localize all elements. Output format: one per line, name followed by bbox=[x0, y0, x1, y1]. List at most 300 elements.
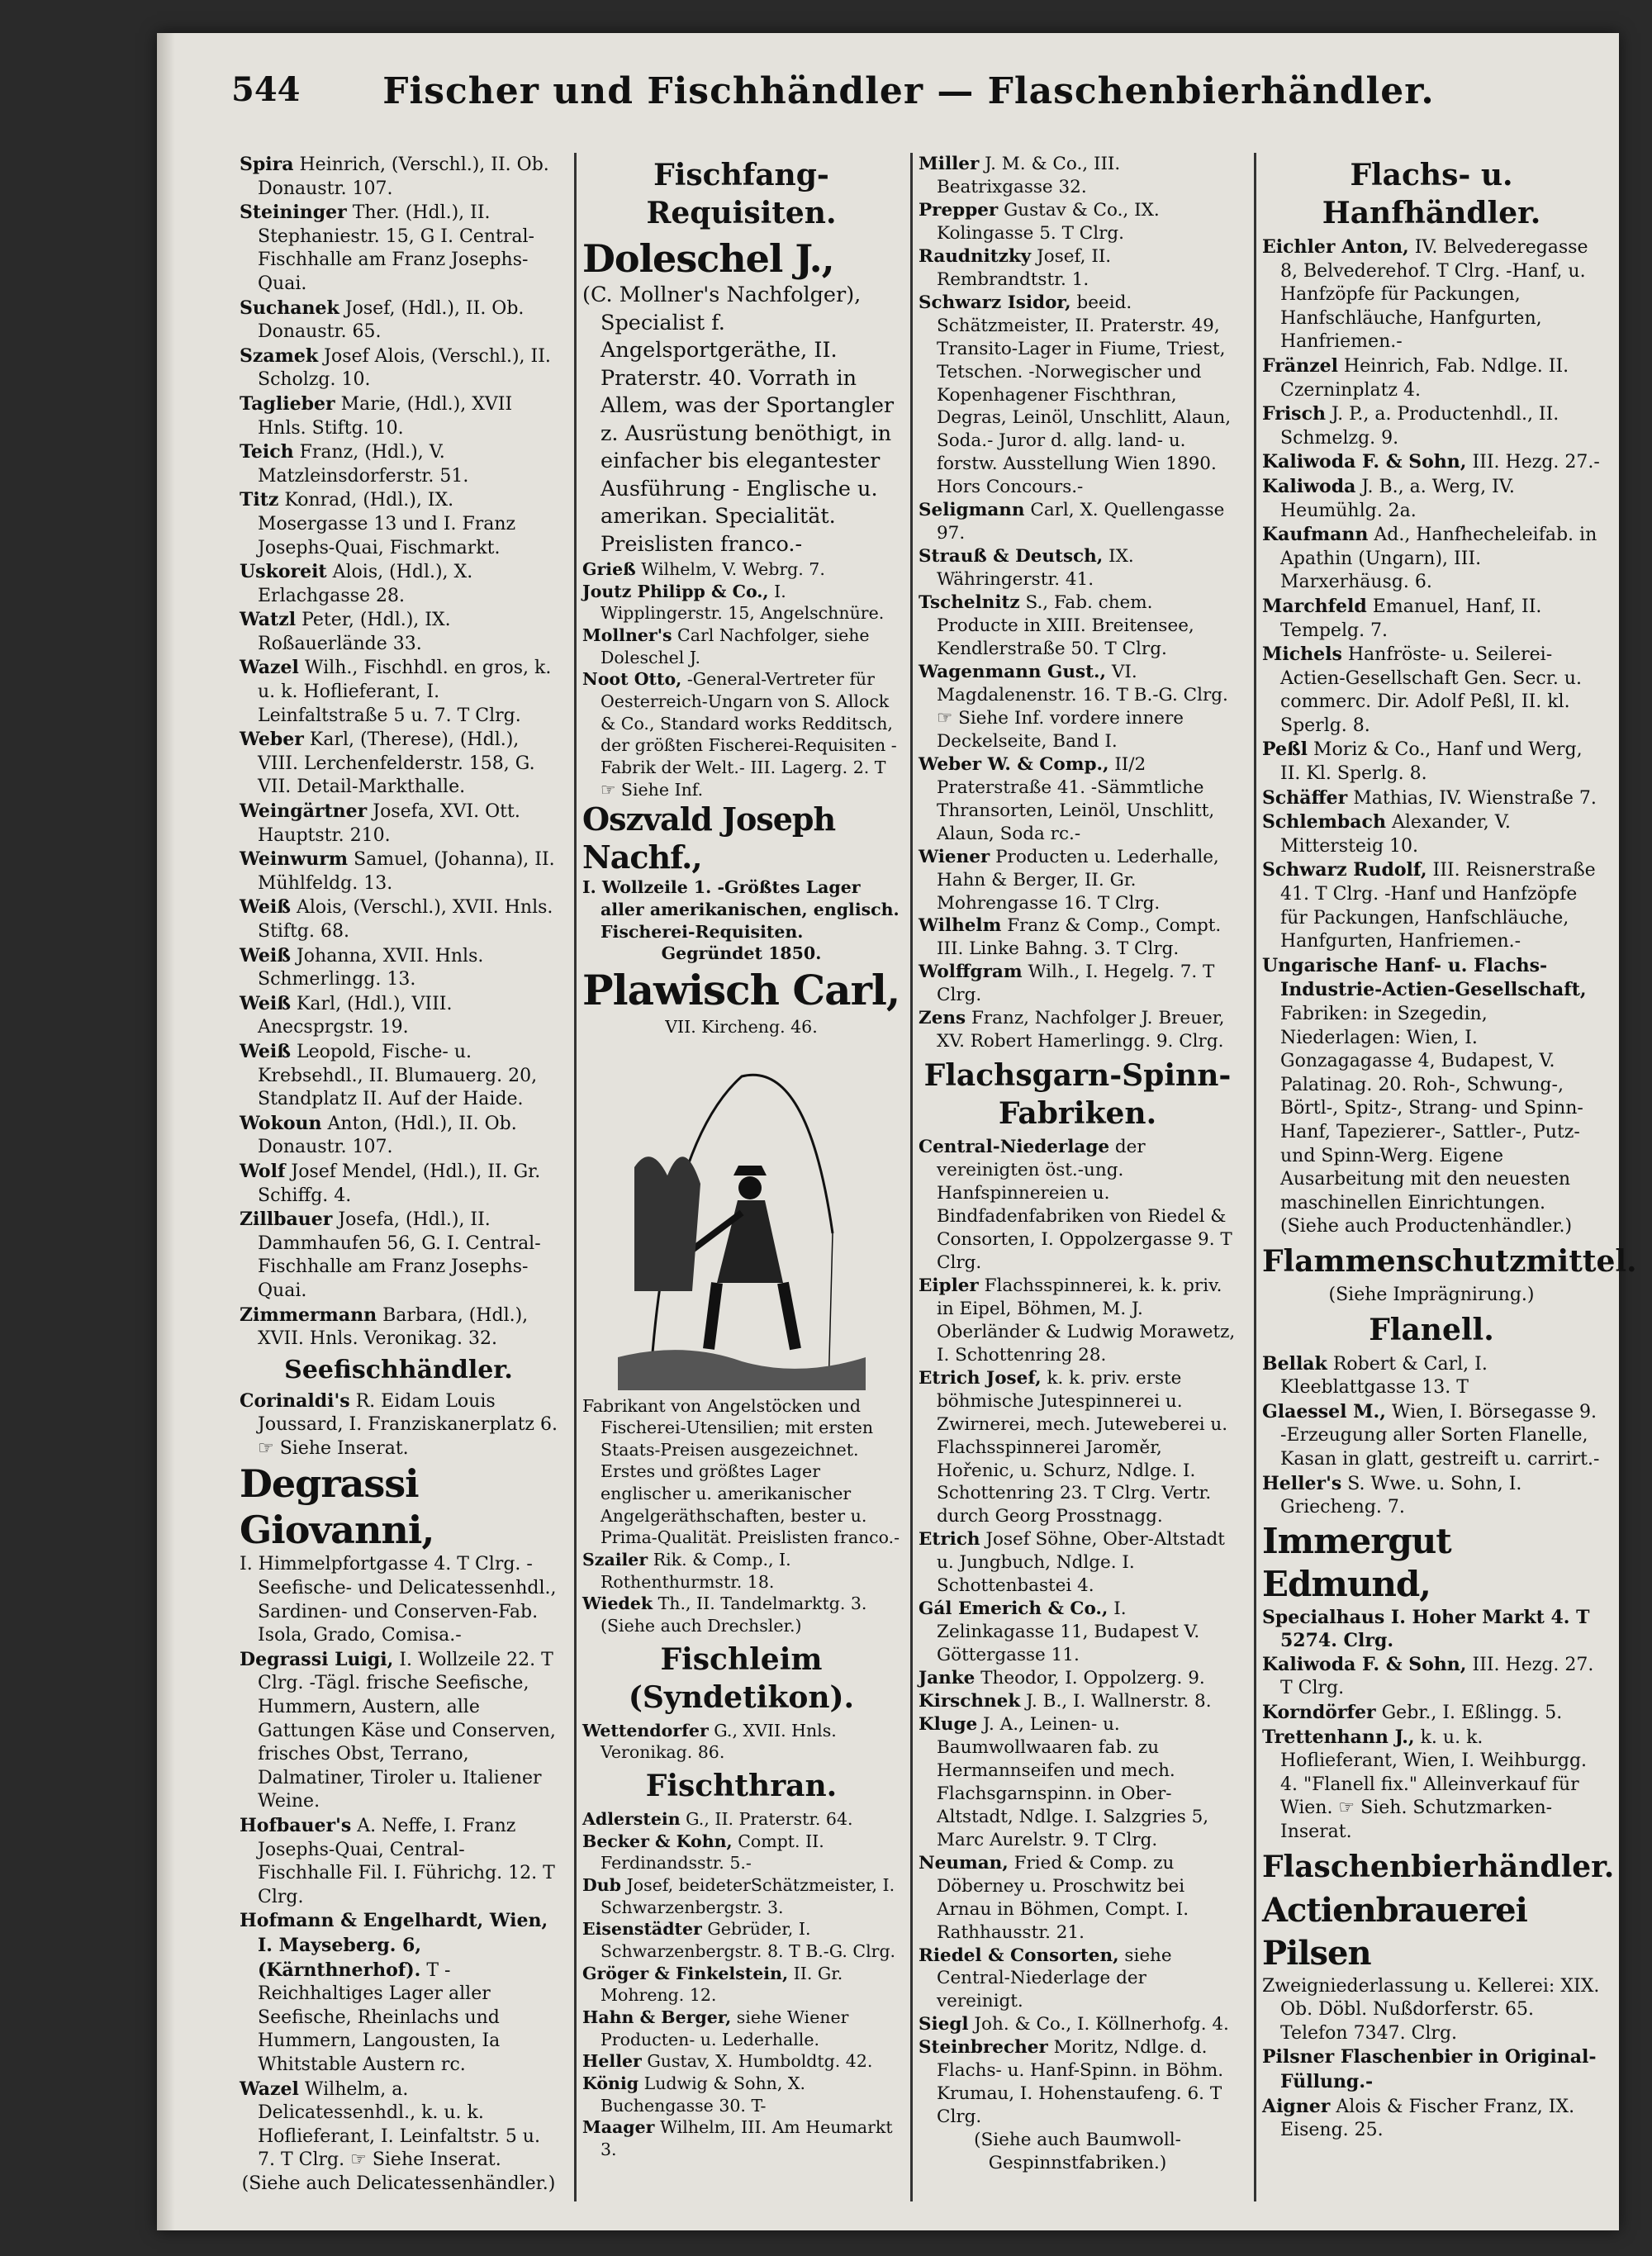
entry-name: Fränzel bbox=[1262, 354, 1338, 377]
entry-name: Steininger bbox=[240, 202, 347, 224]
entry-name: Zimmermann bbox=[240, 1304, 377, 1326]
list-item bbox=[240, 560, 558, 608]
section-heading: Fischfang-Requisiten. bbox=[646, 158, 837, 230]
list-item bbox=[240, 728, 558, 800]
entry-text: J. B., I. Wallnerstr. 8. bbox=[1026, 1691, 1212, 1712]
entry-text: Heinrich, Fab. Ndlge. II. Czerninplatz 4. bbox=[1280, 355, 1569, 401]
entry-name: Becker & Kohn, bbox=[582, 1831, 733, 1851]
fischfang-list-2 bbox=[582, 1549, 900, 1637]
entry-name: Gál Emerich & Co., bbox=[919, 1598, 1108, 1620]
entry-name: Wazel bbox=[240, 657, 299, 679]
entry-name: Hofmann & Engelhardt, Wien, I. Mayseberg. 6, (Kärnthnerhof). bbox=[240, 1910, 548, 1981]
entry-text: Josef, beideterSchätzmeister, I. Schwarzenbergstr. 3. bbox=[601, 1875, 895, 1917]
list-item bbox=[1262, 475, 1601, 523]
entry-text: IV. Belvederegasse 8, Belvederehof. T Clrg. -Hanf, u. Hanfzöpfe für Packungen, Hanfschläuche, Hanfgurten, Hanfriemen.- bbox=[1280, 237, 1588, 353]
entry-text: Mathias, IV. Wienstraße 7. bbox=[1353, 787, 1597, 809]
entry-text: J. B., a. Werg, IV. Heumühlg. 2a. bbox=[1280, 476, 1515, 521]
list-item bbox=[919, 1852, 1237, 1945]
entry-name: Heller bbox=[582, 2051, 642, 2072]
entry-text: siehe Central-Niederlage der vereinigt. bbox=[937, 1945, 1172, 2012]
list-item bbox=[240, 1648, 558, 1814]
list-item bbox=[1262, 1701, 1601, 1726]
footnote: (Siehe auch Delicatessenhändler.) bbox=[241, 2173, 556, 2194]
list-item bbox=[240, 1909, 558, 2077]
list-item bbox=[919, 661, 1237, 753]
list-item bbox=[240, 392, 558, 440]
entry-name: Ungarische Hanf- u. Flachs-Industrie-Actien-Gesellschaft, bbox=[1262, 954, 1587, 1001]
entry-text: Rik. & Comp., I. Rothenthurmstr. 18. bbox=[601, 1550, 791, 1592]
list-item bbox=[1262, 786, 1601, 811]
entry-name: Wokoun bbox=[240, 1112, 322, 1134]
entry-name: Wagenmann Gust., bbox=[919, 661, 1106, 682]
entry-text: Gebrüder, I. Schwarzenbergstr. 8. T B.-G. Clrg. bbox=[601, 1919, 896, 1961]
list-item bbox=[240, 992, 558, 1040]
list-item bbox=[1262, 595, 1601, 643]
entry-name: Janke bbox=[919, 1668, 976, 1689]
entry-text: Compt. II. Ferdinandsstr. 5.- bbox=[601, 1831, 824, 1874]
fischleim-list bbox=[582, 1720, 900, 1764]
entry-name: Hahn & Berger, bbox=[582, 2007, 732, 2027]
directory-page bbox=[157, 33, 1637, 2230]
list-item bbox=[240, 1208, 558, 1303]
flaschenbier-list bbox=[1262, 2045, 1601, 2142]
entry-name: Teich bbox=[240, 441, 294, 463]
page-header bbox=[231, 70, 1586, 128]
list-item bbox=[240, 201, 558, 296]
entry-name: Schwarz Isidor, bbox=[919, 292, 1071, 313]
list-item bbox=[1262, 1472, 1601, 1520]
entry-text: Gebr., I. Eßlingg. 5. bbox=[1381, 1703, 1563, 1724]
entry-name: Corinaldi's bbox=[240, 1389, 350, 1412]
entry-text: Producten u. Lederhalle, Hahn & Berger, II. Gr. Mohrengasse 16. T Clrg. bbox=[937, 846, 1219, 914]
entry-text: IX. Währingerstr. 41. bbox=[937, 546, 1134, 591]
column-divider bbox=[1254, 153, 1256, 2201]
entry-name: Siegl bbox=[919, 2014, 969, 2035]
list-item bbox=[1262, 954, 1601, 1239]
entry-name: Frisch bbox=[1262, 403, 1326, 425]
entry-text: Moriz & Co., Hanf und Werg, II. Kl. Sperlg. 8. bbox=[1280, 739, 1583, 785]
entry-name: Weiß bbox=[240, 992, 291, 1014]
advertiser-text: Fabrikant von Angelstöcken und Fischerei-Utensilien; mit ersten Staats-Preisen ausgezeichnet. Erstes und größtes Lager englischer u. amerikanischer Angelgeräthschaften, bester u. Prima-Qualität. Preislisten franco.- bbox=[582, 1395, 900, 1548]
entry-text: II/2 Praterstraße 41. -Sämmtliche Thransorten, Leinöl, Unschlitt, Alaun, Soda rc.- bbox=[937, 753, 1215, 844]
entry-name: Peßl bbox=[1262, 739, 1308, 761]
entry-name: Pilsner Flaschenbier in Original-Füllung.- bbox=[1262, 2046, 1597, 2092]
entry-text: Wilh., I. Hegelg. 7. T Clrg. bbox=[937, 962, 1215, 1006]
entry-text: Th., II. Tandelmarktg. 3. (Siehe auch Drechsler.) bbox=[601, 1593, 867, 1636]
list-item bbox=[240, 944, 558, 992]
entry-text: Josef, (Hdl.), II. Ob. Donaustr. 65. bbox=[258, 297, 525, 343]
advertiser-name: Plawisch Carl, bbox=[582, 965, 900, 1014]
list-item bbox=[240, 848, 558, 895]
section-heading: Seefischhändler. bbox=[284, 1355, 513, 1384]
list-item bbox=[919, 199, 1237, 245]
list-item bbox=[1262, 643, 1601, 738]
list-item bbox=[582, 1831, 900, 1874]
list-item bbox=[919, 545, 1237, 591]
entry-name: Weber bbox=[240, 729, 304, 751]
entry-name: Adlerstein bbox=[582, 1809, 681, 1830]
list-item bbox=[240, 1304, 558, 1351]
entry-text: III. Hezg. 27. T Clrg. bbox=[1280, 1654, 1594, 1699]
entry-text: S. Wwe. u. Sohn, I. Griecheng. 7. bbox=[1280, 1473, 1522, 1518]
flachsgarn-list bbox=[919, 1136, 1237, 2129]
list-item bbox=[582, 668, 900, 800]
entry-name: Weinwurm bbox=[240, 848, 349, 871]
entry-name: Taglieber bbox=[240, 392, 335, 415]
advertiser-name: Immergut Edmund, bbox=[1262, 1520, 1451, 1604]
entry-name: Spira bbox=[240, 154, 294, 175]
entry-text: Heinrich, (Verschl.), II. Ob. Donaustr. 107. bbox=[258, 154, 549, 199]
entry-text: Alexander, V. Mittersteig 10. bbox=[1280, 812, 1511, 857]
entry-name: Raudnitzky bbox=[919, 245, 1032, 267]
entry-name: Eichler Anton, bbox=[1262, 236, 1409, 258]
angler-illustration bbox=[618, 1043, 866, 1390]
entry-name: Wiener bbox=[919, 846, 990, 867]
list-item bbox=[1262, 1653, 1601, 1701]
entry-text: III. Hezg. 27.- bbox=[1472, 452, 1600, 473]
entry-text: Moritz, Ndlge. d. Flachs- u. Hanf-Spinn. in Böhm. Krumau, I. Hohenstaufeng. 6. T Clrg. bbox=[937, 2037, 1224, 2128]
list-item bbox=[582, 1720, 900, 1764]
entry-name: Zens bbox=[919, 1008, 966, 1029]
list-item bbox=[240, 800, 558, 848]
see-also-note: (Siehe Imprägnirung.) bbox=[1328, 1284, 1535, 1305]
list-item bbox=[582, 558, 900, 581]
entry-name: Kaliwoda F. & Sohn, bbox=[1262, 451, 1467, 473]
entry-name: Szailer bbox=[582, 1550, 648, 1570]
entry-text: Alois, (Hdl.), X. Erlachgasse 28. bbox=[258, 562, 473, 606]
entry-text: Theodor, I. Oppolzerg. 9. bbox=[980, 1668, 1205, 1689]
entry-text: Josef, II. Rembrandtstr. 1. bbox=[937, 245, 1112, 290]
entry-text: beeid. Schätzmeister, II. Praterstr. 49, Transito-Lager in Fiume, Triest, Tetschen. -Norwegischer und Kopenhagener Fischthran, Degras, Leinöl, Unschlitt, Alaun, Soda.- Juror d. allg. land- u. forstw. Ausstellung Wien 1890. Hors Concours.- bbox=[937, 292, 1232, 498]
list-item bbox=[582, 1963, 900, 2007]
entry-text: R. Eidam Louis Joussard, I. Franziskanerplatz 6. ☞ Siehe Inserat. bbox=[258, 1390, 558, 1459]
entry-text: I. Wipplingerstr. 15, Angelschnüre. bbox=[601, 581, 885, 624]
list-item bbox=[240, 1112, 558, 1160]
list-item bbox=[919, 1275, 1237, 1367]
fischthran-list bbox=[582, 1808, 900, 2161]
list-item bbox=[919, 245, 1237, 292]
entry-text: Wilhelm, V. Webrg. 7. bbox=[641, 559, 825, 579]
entry-name: Seligmann bbox=[919, 500, 1025, 521]
entry-name: Central-Niederlage bbox=[919, 1137, 1110, 1158]
entry-name: Wettendorfer bbox=[582, 1720, 709, 1741]
advertiser-address: VII. Kircheng. 46. bbox=[665, 1016, 818, 1037]
list-item bbox=[919, 1136, 1237, 1275]
entry-text: T -Reichhaltiges Lager aller Seefische, Rheinlachs und Hummern, Langousten, Ia Whitstable Austern rc. bbox=[258, 1959, 501, 2075]
advertiser-name: Oszvald Joseph Nachf., bbox=[582, 800, 836, 876]
column-1 bbox=[240, 153, 558, 2197]
entry-text: der vereinigten öst.-ung. Hanfspinnereien u. Bindfadenfabriken von Riedel & Consorten, I. Oppolzergasse 9. T Clrg. bbox=[937, 1137, 1232, 1273]
entry-name: Eisenstädter bbox=[582, 1919, 702, 1940]
entry-text: Josef Mendel, (Hdl.), II. Gr. Schiffg. 4. bbox=[258, 1161, 541, 1206]
list-item bbox=[1262, 450, 1601, 475]
fischhaendler-list bbox=[240, 153, 558, 1351]
list-item bbox=[240, 1040, 558, 1112]
entry-name: Riedel & Consorten, bbox=[919, 1945, 1119, 1966]
entry-name: Noot Otto, bbox=[582, 669, 682, 690]
entry-name: Kaufmann bbox=[1262, 524, 1369, 546]
list-item bbox=[919, 961, 1237, 1007]
entry-name: Kaliwoda bbox=[1262, 475, 1356, 497]
entry-name: Maager bbox=[582, 2117, 655, 2138]
entry-name: Weingärtner bbox=[240, 800, 368, 823]
list-item bbox=[582, 625, 900, 668]
entry-text: Gustav & Co., IX. Kolingasse 5. T Clrg. bbox=[937, 199, 1160, 244]
entry-text: Franz, Nachfolger J. Breuer, XV. Robert Hamerlingg. 9. Clrg. bbox=[937, 1008, 1225, 1052]
entry-text: Hanfröste- u. Seilerei-Actien-Gesellschaft Gen. Secr. u. commerc. Dir. Adolf Peßl, II. kl. Sperlg. 8. bbox=[1280, 644, 1582, 736]
list-item bbox=[240, 1814, 558, 1909]
section-heading: Fischleim (Syndetikon). bbox=[628, 1641, 855, 1715]
entry-text: II. Gr. Mohreng. 12. bbox=[601, 1963, 843, 2006]
entry-text: Konrad, (Hdl.), IX. Mosergasse 13 und I. Franz Josephs-Quai, Fischmarkt. bbox=[258, 490, 516, 558]
entry-text: Fried & Comp. zu Döberney u. Proschwitz bei Arnau in Böhmen, Compt. I. Rathhausstr. 21. bbox=[937, 1852, 1189, 1943]
advertiser-name: Degrassi Giovanni, bbox=[240, 1461, 434, 1553]
entry-text: Flachsspinnerei, k. k. priv. in Eipel, Böhmen, M. J. Oberländer & Ludwig Morawetz, I. Schottenring 28. bbox=[937, 1275, 1236, 1365]
page-edge bbox=[157, 33, 175, 2230]
entry-text: Wien, I. Börsegasse 9. -Erzeugung aller Sorten Flanelle, Kasan in glatt, gestreift u. carrirt.- bbox=[1280, 1401, 1600, 1470]
entry-text: Robert & Carl, I. Kleeblattgasse 13. T bbox=[1280, 1353, 1488, 1399]
entry-name: Kaliwoda F. & Sohn, bbox=[1262, 1653, 1467, 1675]
list-item bbox=[240, 895, 558, 943]
list-item bbox=[1262, 2095, 1601, 2143]
entry-text: S., Fab. chem. Producte in XIII. Breitensee, Kendlerstraße 50. T Clrg. bbox=[937, 592, 1194, 660]
entry-name: Korndörfer bbox=[1262, 1702, 1376, 1724]
list-item bbox=[1262, 1352, 1601, 1400]
entry-name: Suchanek bbox=[240, 297, 339, 319]
list-item bbox=[1262, 354, 1601, 402]
entry-text: Wilhelm, III. Am Heumarkt 3. bbox=[601, 2117, 893, 2159]
entry-name: Weiß bbox=[240, 944, 291, 967]
entry-text: Wilh., Fischhdl. en gros, k. u. k. Hoflieferant, I. Leinfaltstraße 5 u. 7. T Clrg. bbox=[258, 658, 552, 726]
entry-text: Ad., Hanfhecheleifab. in Apathin (Ungarn), III. Marxerhäusg. 6. bbox=[1280, 525, 1597, 593]
entry-name: Neuman, bbox=[919, 1852, 1009, 1874]
entry-name: Wazel bbox=[240, 2078, 299, 2100]
list-item bbox=[919, 1945, 1237, 2014]
entry-name: Joutz Philipp & Co., bbox=[582, 581, 769, 601]
list-item bbox=[240, 297, 558, 344]
section-heading: Fischthran. bbox=[645, 1769, 838, 1804]
list-item bbox=[919, 753, 1237, 846]
entry-name: Grieß bbox=[582, 559, 636, 579]
entry-text: I. Zelinkagasse 11, Budapest V. Göttergasse 11. bbox=[937, 1598, 1200, 1666]
advertiser-text: I. Himmelpfortgasse 4. T Clrg. -Seefische- und Delicatessenhdl., Sardinen- und Conserven-Fab. Isola, Grado, Comisa.- bbox=[240, 1554, 557, 1646]
entry-name: Dub bbox=[582, 1875, 622, 1895]
column-3 bbox=[919, 153, 1237, 2175]
advertiser-text: I. Wollzeile 1. -Größtes Lager aller amerikanischen, englisch. Fischerei-Requisiten. bbox=[582, 877, 900, 942]
list-item bbox=[919, 499, 1237, 545]
entry-name: Prepper bbox=[919, 199, 999, 221]
entry-name: Heller's bbox=[1262, 1472, 1342, 1494]
entry-name: Strauß & Deutsch, bbox=[919, 546, 1104, 568]
entry-text: Ludwig & Sohn, X. Buchengasse 30. T- bbox=[601, 2073, 805, 2116]
list-item bbox=[919, 591, 1237, 661]
entry-name: Marchfeld bbox=[1262, 595, 1367, 617]
entry-name: Weber W. & Comp., bbox=[919, 753, 1109, 775]
list-item bbox=[240, 488, 558, 560]
list-item bbox=[919, 2013, 1237, 2036]
entry-name: Schwarz Rudolf, bbox=[1262, 859, 1427, 881]
entry-text: J. M. & Co., III. Beatrixgasse 32. bbox=[937, 154, 1121, 197]
list-item bbox=[240, 656, 558, 728]
section-heading: Flaschenbierhändler. bbox=[1262, 1849, 1615, 1884]
entry-name: Etrich bbox=[919, 1529, 980, 1551]
entry-name: Aigner bbox=[1262, 2095, 1331, 2117]
entry-name: Szamek bbox=[240, 344, 319, 367]
entry-text: Barbara, (Hdl.), XVII. Hnls. Veronikag. 32. bbox=[258, 1304, 529, 1350]
entry-text: k. u. k. Hoflieferant, Wien, I. Weihburgg. 4. "Flanell fix." Alleinverkauf für Wien. ☞ Sieh. Schutzmarken-Inserat. bbox=[1280, 1726, 1588, 1843]
entry-name: Titz bbox=[240, 489, 279, 511]
entry-text: -General-Vertreter für Oesterreich-Ungarn von S. Allock & Co., Standard works Redditsch, der größten Fischerei-Requisiten - Fabrik der Welt.- III. Lagerg. 2. T ☞ Siehe Inf. bbox=[601, 669, 897, 800]
entry-text: J. A., Leinen- u. Baumwollwaaren fab. zu Hermannseifen und mech. Flachsgarnspinn. in Ober-Altstadt, Ndlge. I. Salzgries 5, Marc Aurelstr. 9. T Clrg. bbox=[937, 1714, 1209, 1850]
entry-name: Zillbauer bbox=[240, 1209, 333, 1231]
column-2 bbox=[582, 153, 900, 2161]
list-item bbox=[919, 846, 1237, 915]
entry-text: Alois & Fischer Franz, IX. Eiseng. 25. bbox=[1280, 2096, 1575, 2141]
list-item bbox=[1262, 1726, 1601, 1845]
entry-name: Kirschnek bbox=[919, 1691, 1021, 1712]
section-heading: Flammenschutzmittel. bbox=[1262, 1243, 1637, 1279]
entry-text: Josefa, XVI. Ott. Hauptstr. 210. bbox=[258, 801, 520, 846]
list-item bbox=[582, 1808, 900, 1831]
fischfang-list bbox=[582, 558, 900, 800]
list-item bbox=[919, 1528, 1237, 1598]
entry-name: Mollner's bbox=[582, 625, 672, 645]
entry-text: Joh. & Co., I. Köllnerhofg. 4. bbox=[974, 2014, 1229, 2035]
entry-name: Weiß bbox=[240, 1040, 291, 1062]
entry-text: Franz & Comp., Compt. III. Linke Bahng. 3. T Clrg. bbox=[937, 915, 1222, 960]
list-item bbox=[1262, 810, 1601, 858]
list-item bbox=[582, 1918, 900, 1962]
entry-text: Samuel, (Johanna), II. Mühlfeldg. 13. bbox=[258, 849, 555, 894]
entry-name: Miller bbox=[919, 154, 980, 174]
entry-text: Johanna, XVII. Hnls. Schmerlingg. 13. bbox=[258, 945, 484, 990]
list-item bbox=[240, 344, 558, 392]
entry-text: Josef Söhne, Ober-Altstadt u. Jungbuch, Ndlge. I. Schottenbastei 4. bbox=[937, 1529, 1225, 1597]
list-item bbox=[919, 1690, 1237, 1713]
list-item bbox=[919, 1713, 1237, 1852]
list-item bbox=[919, 2036, 1237, 2129]
list-item bbox=[582, 2116, 900, 2160]
advertiser-text: Specialhaus I. Hoher Markt 4. T 5274. Clrg. bbox=[1262, 1606, 1590, 1652]
flachs-hanf-list bbox=[1262, 235, 1601, 1239]
entry-name: Schlembach bbox=[1262, 811, 1386, 834]
entry-text: Karl, (Therese), (Hdl.), VIII. Lerchenfelderstr. 158, G. VII. Detail-Markthalle. bbox=[258, 729, 535, 798]
column-4 bbox=[1262, 153, 1637, 2143]
list-item bbox=[919, 292, 1237, 500]
entry-text: Josef Alois, (Verschl.), II. Scholzg. 10. bbox=[258, 345, 551, 391]
entry-name: Wolf bbox=[240, 1160, 286, 1182]
entry-text: Josefa, (Hdl.), II. Dammhaufen 56, G. I. Central-Fischhalle am Franz Josephs-Quai. bbox=[258, 1209, 541, 1301]
advertiser-name: Actienbrauerei Pilsen bbox=[1262, 1890, 1527, 1973]
list-item bbox=[240, 2078, 558, 2173]
entry-text: Wilhelm, a. Delicatessenhdl., k. u. k. Hoflieferant, I. Leinfaltstr. 5 u. 7. T Clrg. ☞ Siehe Inserat. bbox=[258, 2078, 540, 2171]
advertiser-text: (C. Mollner's Nachfolger), Specialist f. Angelsportgeräthe, II. Praterstr. 40. Vorrath in Allem, was der Sportangler z. Ausrüstung benöthigt, in einfacher bis elegantester Ausführung - Englische u. amerikan. Specialität. Preislisten franco.- bbox=[582, 283, 895, 557]
entry-name: Steinbrecher bbox=[919, 2037, 1048, 2059]
flanell-list-2 bbox=[1262, 1653, 1601, 1845]
list-item bbox=[1262, 738, 1601, 786]
list-item bbox=[1262, 2045, 1601, 2094]
entry-name: Wilhelm bbox=[919, 915, 1002, 937]
entry-text: Fabriken: in Szegedin, Niederlagen: Wien, I. Gonzagagasse 4, Budapest, V. Palatinag. 20. Roh-, Schwung-, Börtl-, Spitz-, Strang- und Spinn-Hanf, Tapezierer-, Sattler-, Putz- und Spinn-Werg. Eigene Ausarbeitung mit den neuesten maschinellen Einrichtungen. (Siehe auch Productenhändler.) bbox=[1280, 1004, 1583, 1237]
page-title: Fischer und Fischhändler — Flaschenbierhändler. bbox=[382, 70, 1435, 112]
section-heading: Flachs- u. Hanfhändler. bbox=[1322, 158, 1541, 230]
fischthran-list-cont bbox=[919, 153, 1237, 1053]
advertiser-text: Zweigniederlassung u. Kellerei: XIX. Ob. Döbl. Nußdorferstr. 65. Telefon 7347. Clrg. bbox=[1262, 1975, 1600, 2044]
list-item bbox=[582, 2050, 900, 2073]
list-item bbox=[919, 1007, 1237, 1053]
entry-text: Alois, (Verschl.), XVII. Hnls. Stiftg. 68. bbox=[258, 897, 553, 942]
section-heading: Flanell. bbox=[1369, 1312, 1494, 1347]
list-item bbox=[582, 1549, 900, 1593]
footnote: (Siehe auch Baumwoll-Gespinnstfabriken.) bbox=[974, 2130, 1181, 2174]
entry-text: G., II. Praterstr. 64. bbox=[686, 1809, 853, 1830]
advertiser-name: Doleschel J., bbox=[582, 236, 834, 281]
entry-name: Tschelnitz bbox=[919, 592, 1020, 614]
entry-text: J. P., a. Productenhdl., II. Schmelzg. 9. bbox=[1280, 404, 1559, 449]
list-item bbox=[1262, 235, 1601, 354]
entry-text: Leopold, Fische- u. Krebsehdl., II. Blumauerg. 20, Standplatz II. Auf der Haide. bbox=[258, 1041, 538, 1110]
list-item bbox=[240, 440, 558, 488]
section-heading: Flachsgarn-Spinn-Fabriken. bbox=[923, 1058, 1232, 1132]
entry-name: Eipler bbox=[919, 1275, 979, 1296]
entry-text: Karl, (Hdl.), VIII. Anecsprgstr. 19. bbox=[258, 993, 453, 1038]
entry-text: k. k. priv. erste böhmische Jutespinnerei u. Zwirnerei, mech. Juteweberei u. Flachsspinnerei Jaroměr, Hořenic, u. Schurz, Ndlge. I. Schottenring 23. T Clrg. Vertr. durch Georg Prosstnagg. bbox=[937, 1367, 1228, 1527]
page-number: 544 bbox=[231, 70, 301, 109]
entry-text: VI. Magdalenenstr. 16. T B.-G. Clrg. ☞ Siehe Inf. vordere innere Deckelseite, Band I. bbox=[937, 661, 1228, 752]
entry-name: Wiedek bbox=[582, 1593, 653, 1614]
list-item bbox=[240, 153, 558, 201]
column-divider bbox=[574, 153, 577, 2201]
entry-name: Michels bbox=[1262, 644, 1342, 666]
entry-name: Schäffer bbox=[1262, 786, 1348, 809]
list-item bbox=[240, 1389, 558, 1461]
flanell-list bbox=[1262, 1352, 1601, 1520]
entry-text: Ther. (Hdl.), II. Stephaniestr. 15, G I. Central-Fischhalle am Franz Josephs-Quai. bbox=[258, 202, 534, 294]
seefisch-list bbox=[240, 1389, 558, 1461]
entry-name: Hofbauer's bbox=[240, 1815, 352, 1836]
list-item bbox=[1262, 523, 1601, 595]
entry-text: Gustav, X. Humboldtg. 42. bbox=[647, 2051, 873, 2072]
entry-text: I. Wollzeile 22. T Clrg. -Tägl. frische Seefische, Hummern, Austern, alle Gattungen Käse und Conserven, frisches Obst, Terrano, Dalmatiner, Tiroler u. Italiener Weine. bbox=[258, 1649, 556, 1812]
entry-name: Bellak bbox=[1262, 1352, 1327, 1375]
entry-text: III. Reisnerstraße 41. T Clrg. -Hanf und Hanfzöpfe für Packungen, Hanfschläuche, Hanfgurten, Hanfriemen.- bbox=[1280, 860, 1596, 952]
entry-name: König bbox=[582, 2073, 639, 2093]
entry-text: siehe Wiener Producten- u. Lederhalle. bbox=[601, 2007, 849, 2049]
entry-name: Etrich Josef, bbox=[919, 1367, 1042, 1389]
entry-name: Wolffgram bbox=[919, 962, 1023, 983]
list-item bbox=[582, 1874, 900, 1918]
list-item bbox=[919, 914, 1237, 961]
list-item bbox=[919, 1367, 1237, 1529]
entry-name: Watzl bbox=[240, 609, 297, 631]
list-item bbox=[1262, 402, 1601, 450]
entry-name: Uskoreit bbox=[240, 561, 327, 583]
entry-name: Gröger & Finkelstein, bbox=[582, 1963, 789, 1983]
entry-name: Kluge bbox=[919, 1714, 978, 1735]
entry-text: Carl, X. Quellengasse 97. bbox=[937, 500, 1225, 544]
list-item bbox=[582, 2073, 900, 2116]
list-item bbox=[582, 581, 900, 625]
list-item bbox=[240, 1160, 558, 1208]
entry-name: Degrassi Luigi, bbox=[240, 1648, 394, 1670]
list-item bbox=[582, 2007, 900, 2050]
seefisch-list-2 bbox=[240, 1648, 558, 2173]
entry-text: Peter, (Hdl.), IX. Roßauerlände 33. bbox=[258, 610, 451, 654]
list-item bbox=[919, 153, 1237, 199]
entry-text: Franz, (Hdl.), V. Matzleinsdorferstr. 51. bbox=[258, 442, 469, 487]
list-item bbox=[1262, 1400, 1601, 1472]
entry-text: G., XVII. Hnls. Veronikag. 86. bbox=[601, 1720, 837, 1763]
